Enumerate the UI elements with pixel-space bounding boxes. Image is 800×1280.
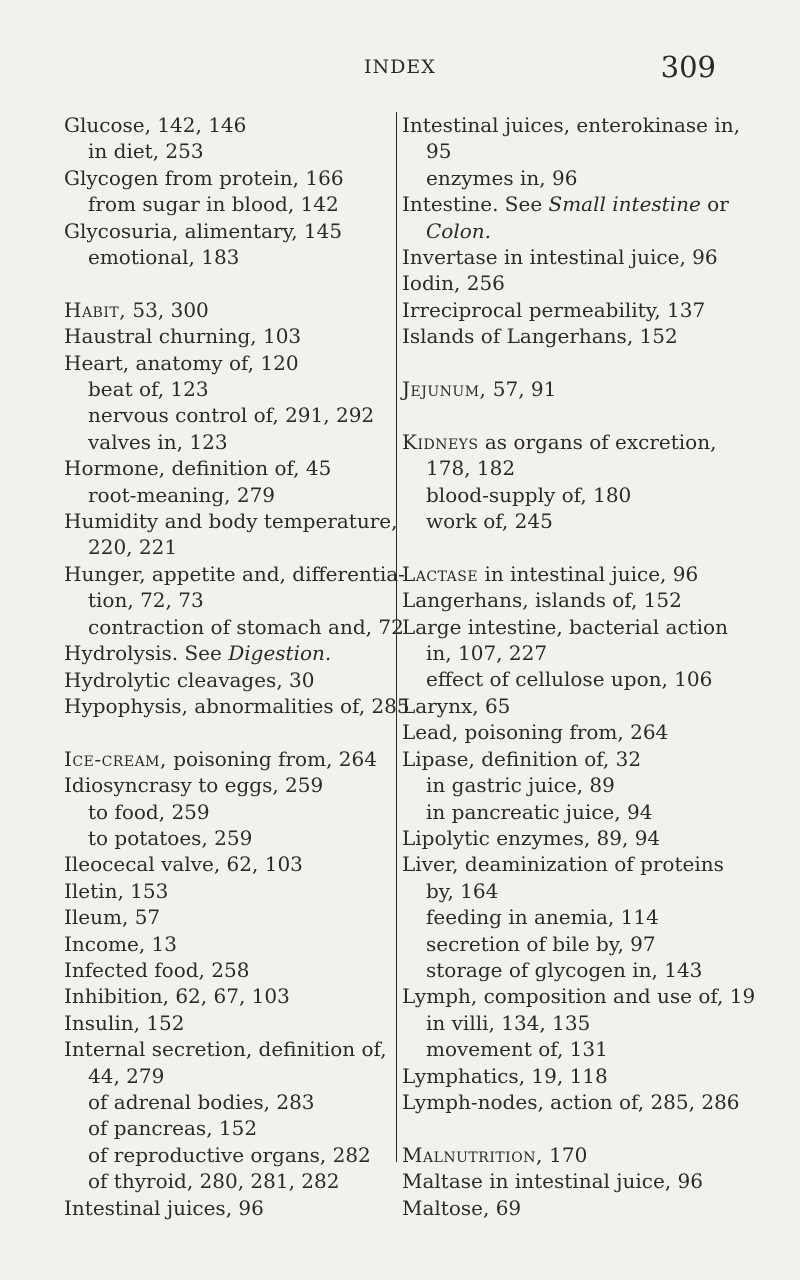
entry-text: from sugar in blood, 142: [88, 192, 339, 217]
entry-text: contraction of stomach and, 72: [88, 614, 404, 639]
entry-text: Ileocecal valve, 62, 103: [64, 852, 303, 877]
index-entry: [64, 455, 394, 481]
cross-reference: Digestion.: [228, 641, 332, 666]
index-subentry: [402, 878, 750, 904]
entry-text: Infected food, 258: [64, 957, 250, 982]
index-subentry: [402, 772, 750, 798]
page-number: 309: [660, 50, 716, 84]
entry-text: storage of glycogen in, 143: [426, 957, 703, 982]
entry-text: 170: [542, 1142, 588, 1167]
index-entry: [402, 561, 750, 587]
entry-text: to potatoes, 259: [88, 825, 253, 850]
index-entry: [402, 851, 750, 877]
index-entry: [402, 983, 756, 1009]
index-subentry: [64, 1089, 394, 1115]
index-subentry: [64, 376, 394, 402]
entry-text: valves in, 123: [88, 429, 228, 454]
index-entry: [402, 323, 750, 349]
entry-tail: or: [700, 192, 729, 217]
index-entry: [402, 1142, 750, 1168]
entry-text: effect of cellulose upon, 106: [426, 667, 713, 692]
index-subentry: [402, 931, 750, 957]
entry-text: Income, 13: [64, 931, 177, 956]
index-column-left: [64, 112, 410, 1221]
entry-text: 220, 221: [88, 535, 178, 560]
index-subentry: [402, 138, 750, 164]
index-subentry: [402, 957, 750, 983]
entry-text: Humidity and body temperature,: [64, 509, 398, 534]
entry-headword: Lactase: [402, 561, 479, 586]
index-subentry: [64, 1063, 394, 1089]
index-subentry: [402, 666, 750, 692]
index-column-right: [396, 112, 756, 1220]
index-entry: [402, 244, 750, 270]
index-entry: [402, 376, 750, 402]
index-entry: [402, 587, 750, 613]
index-entry: [402, 825, 750, 851]
entry-text: of adrenal bodies, 283: [88, 1090, 315, 1114]
index-entry: [64, 851, 394, 877]
index-subentry: [402, 640, 750, 666]
index-subentry: [402, 508, 750, 534]
entry-text: Liver, deaminization of proteins: [402, 852, 724, 877]
entry-text: Langerhans, islands of, 152: [402, 588, 682, 613]
entry-text: Intestine. See: [402, 192, 549, 217]
index-entry: [64, 772, 394, 798]
entry-text: in intestinal juice, 96: [478, 561, 699, 586]
index-entry: [402, 693, 750, 719]
index-subentry: [64, 614, 404, 640]
entry-text: of reproductive organs, 282: [88, 1142, 371, 1167]
entry-text: 57, 91: [486, 377, 557, 402]
index-entry: [64, 508, 398, 534]
entry-text: Ileum, 57: [64, 905, 161, 930]
entry-text: Larynx, 65: [402, 693, 511, 718]
entry-text: of thyroid, 280, 281, 282: [88, 1169, 340, 1194]
index-entry: [402, 112, 750, 138]
entry-text: 53, 300: [126, 297, 209, 322]
entry-text: Glucose, 142, 146: [64, 113, 247, 137]
index-subentry: [64, 799, 394, 825]
entry-text: Lipase, definition of, 32: [402, 746, 642, 771]
entry-text: Islands of Langerhans, 152: [402, 324, 678, 349]
entry-text: 178, 182: [426, 456, 516, 481]
entry-text: Intestinal juices, 96: [64, 1195, 264, 1220]
index-subentry: [64, 244, 394, 270]
entry-text: Maltose, 69: [402, 1195, 522, 1220]
index-entry: [402, 1195, 750, 1221]
index-entry: [402, 1168, 750, 1194]
entry-text: beat of, 123: [88, 377, 209, 402]
entry-text: feeding in anemia, 114: [426, 905, 659, 930]
entry-text: in gastric juice, 89: [426, 773, 615, 798]
entry-text: Hydrolytic cleavages, 30: [64, 667, 315, 692]
entry-text: in diet, 253: [88, 139, 204, 164]
entry-text: enzymes in, 96: [426, 165, 578, 190]
index-entry: [64, 323, 394, 349]
entry-text: Lymph, composition and use of, 19: [402, 984, 756, 1009]
entry-text: nervous control of, 291, 292: [88, 403, 375, 428]
section-gap: [402, 402, 750, 428]
entry-text: Intestinal juices, enterokinase in,: [402, 113, 741, 137]
entry-text: tion, 72, 73: [88, 588, 204, 613]
entry-text: Irreciprocal permeability, 137: [402, 297, 706, 322]
index-entry: [64, 693, 410, 719]
index-entry: [64, 218, 394, 244]
index-subentry: [64, 482, 394, 508]
entry-text: Glycosuria, alimentary, 145: [64, 218, 343, 243]
entry-text: secretion of bile by, 97: [426, 931, 656, 956]
entry-text: Hormone, definition of, 45: [64, 456, 332, 481]
entry-text: by, 164: [426, 878, 499, 903]
entry-headword: Habit,: [64, 297, 127, 322]
index-subentry: [402, 165, 750, 191]
index-subentry: [402, 1036, 750, 1062]
index-subentry: [402, 218, 750, 244]
entry-text: Lymph-nodes, action of, 285, 286: [402, 1089, 740, 1114]
page-header: [0, 50, 800, 96]
section-gap: [402, 350, 750, 376]
index-entry: [64, 983, 394, 1009]
entry-text: emotional, 183: [88, 245, 240, 270]
index-entry: [64, 1010, 394, 1036]
index-subentry: [64, 1115, 394, 1141]
index-entry: [64, 561, 405, 587]
index-entry: [64, 640, 394, 666]
entry-text: Lymphatics, 19, 118: [402, 1063, 608, 1088]
entry-text: Heart, anatomy of, 120: [64, 350, 299, 375]
cross-reference: Colon.: [426, 218, 492, 243]
entry-text: Inhibition, 62, 67, 103: [64, 984, 290, 1009]
entry-text: Large intestine, bacterial action: [402, 614, 728, 639]
index-entry: [402, 191, 750, 217]
index-subentry: [402, 455, 750, 481]
entry-text: in, 107, 227: [426, 641, 548, 666]
entry-text: Hypophysis, abnormalities of, 285: [64, 693, 410, 718]
index-entry: [64, 878, 394, 904]
index-entry: [64, 350, 394, 376]
entry-headword: Malnutrition,: [402, 1142, 543, 1167]
entry-text: Glycogen from protein, 166: [64, 165, 344, 190]
entry-text: blood-supply of, 180: [426, 482, 632, 507]
index-entry: [402, 614, 750, 640]
entry-text: root-meaning, 279: [88, 482, 276, 507]
index-subentry: [64, 191, 394, 217]
entry-text: in villi, 134, 135: [426, 1010, 591, 1035]
entry-text: as organs of excretion,: [478, 429, 717, 454]
index-entry: [64, 1195, 394, 1221]
entry-text: in pancreatic juice, 94: [426, 799, 653, 824]
entry-text: work of, 245: [426, 509, 553, 534]
index-entry: [64, 1036, 394, 1062]
index-subentry: [402, 904, 750, 930]
index-subentry: [402, 1010, 750, 1036]
index-entry: [64, 297, 394, 323]
index-entry: [402, 297, 750, 323]
entry-headword: Kidneys: [402, 429, 479, 454]
section-gap: [402, 534, 750, 560]
index-subentry: [64, 138, 394, 164]
index-subentry: [64, 534, 394, 560]
entry-text: to food, 259: [88, 799, 210, 824]
entry-text: Insulin, 152: [64, 1010, 185, 1035]
entry-text: Hunger, appetite and, differentia-: [64, 561, 405, 586]
entry-text: Iodin, 256: [402, 271, 505, 296]
index-subentry: [402, 799, 750, 825]
entry-text: Idiosyncrasy to eggs, 259: [64, 773, 324, 798]
entry-text: 95: [426, 139, 452, 164]
entry-text: movement of, 131: [426, 1037, 608, 1062]
section-gap: [402, 1115, 750, 1141]
index-entry: [402, 270, 750, 296]
index-entry: [402, 746, 750, 772]
entry-text: Hydrolysis. See: [64, 641, 229, 666]
entry-text: Iletin, 153: [64, 878, 169, 903]
entry-text: Haustral churning, 103: [64, 324, 302, 349]
index-entry: [64, 746, 394, 772]
section-gap: [64, 270, 394, 296]
running-head: INDEX: [364, 56, 436, 78]
cross-reference: Small intestine: [548, 192, 701, 217]
entry-text: Maltase in intestinal juice, 96: [402, 1169, 703, 1194]
index-subentry: [64, 429, 394, 455]
entry-text: Lead, poisoning from, 264: [402, 720, 669, 745]
index-entry: [64, 957, 394, 983]
index-subentry: [64, 825, 394, 851]
index-entry: [402, 429, 750, 455]
index-entry: [64, 165, 394, 191]
index-entry: [64, 112, 394, 138]
entry-text: poisoning from, 264: [166, 746, 377, 771]
section-gap: [64, 719, 394, 745]
entry-text: Invertase in intestinal juice, 96: [402, 245, 718, 270]
index-entry: [64, 667, 394, 693]
entry-text: Internal secretion, definition of,: [64, 1037, 387, 1062]
entry-text: 44, 279: [88, 1063, 165, 1088]
index-entry: [64, 904, 394, 930]
index-subentry: [64, 1168, 394, 1194]
entry-headword: Ice-cream,: [64, 746, 167, 771]
entry-text: Lipolytic enzymes, 89, 94: [402, 825, 661, 850]
index-subentry: [64, 587, 394, 613]
index-entry: [64, 931, 394, 957]
index-entry: [402, 719, 750, 745]
entry-text: of pancreas, 152: [88, 1116, 258, 1141]
entry-headword: Jejunum,: [402, 377, 487, 402]
index-subentry: [64, 402, 394, 428]
index-subentry: [64, 1142, 394, 1168]
index-entry: [402, 1063, 750, 1089]
index-subentry: [402, 482, 750, 508]
index-entry: [402, 1089, 750, 1115]
